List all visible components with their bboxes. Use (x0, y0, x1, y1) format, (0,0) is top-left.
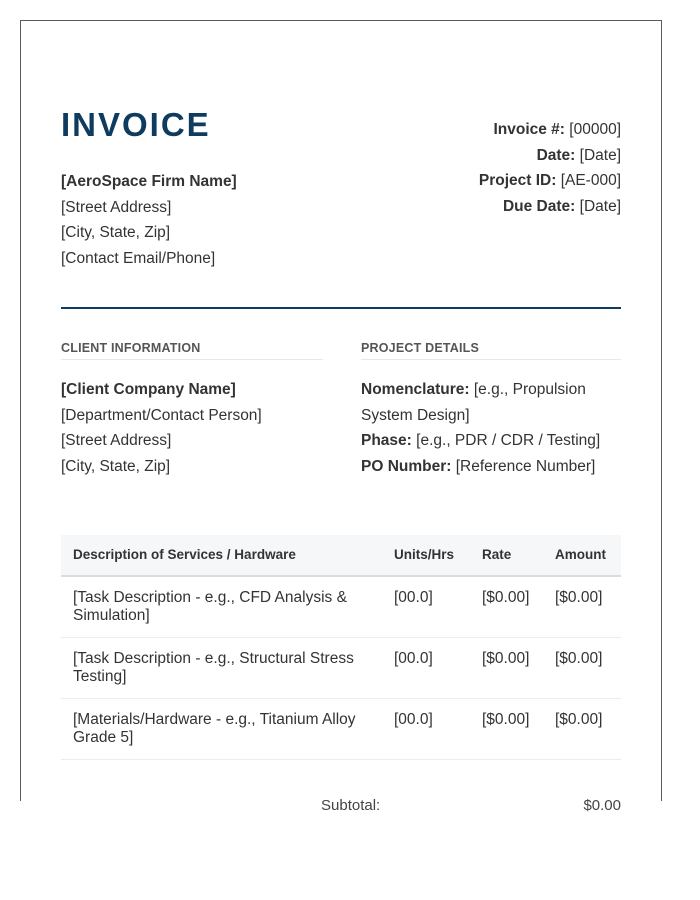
row-amount: [$0.00] (555, 711, 603, 728)
project-phase (361, 428, 621, 454)
nomenclature-value: [e.g., Propulsion System Design] (361, 381, 586, 424)
client-street: [Street Address] (61, 432, 172, 450)
meta-date-value: [Date] (579, 146, 621, 164)
project-section (361, 341, 621, 480)
row-description: [Task Description - e.g., CFD Analysis & Simulation] (73, 589, 347, 624)
row-rate: [$0.00] (482, 650, 530, 667)
client-heading: CLIENT INFORMATION (61, 341, 323, 360)
table-row (61, 577, 621, 638)
row-description: [Materials/Hardware - e.g., Titanium Alloy Grade 5] (73, 711, 356, 746)
meta-invoice-value: [00000] (569, 121, 621, 138)
invoice-title: INVOICE (61, 106, 211, 143)
row-rate: [$0.00] (482, 589, 530, 606)
firm-contact: [Contact Email/Phone] (61, 250, 216, 268)
row-units: [00.0] (394, 650, 433, 667)
po-value: [Reference Number] (455, 458, 596, 476)
po-label: PO Number: (361, 458, 452, 476)
phase-label: Phase: (361, 432, 412, 450)
meta-due-date (479, 194, 621, 220)
row-rate: [$0.00] (482, 711, 530, 728)
header-divider (61, 307, 621, 309)
meta-due-value: [Date] (579, 198, 621, 216)
row-amount: [$0.00] (555, 650, 603, 667)
nomenclature-label: Nomenclature: (361, 381, 470, 398)
table-row (61, 699, 621, 760)
meta-project-id (479, 168, 621, 194)
header-description: Description of Services / Hardware (73, 547, 296, 562)
header-rate: Rate (482, 547, 512, 562)
project-nomenclature (361, 377, 621, 428)
phase-value: [e.g., PDR / CDR / Testing] (416, 432, 601, 450)
meta-invoice-label: Invoice #: (493, 121, 565, 138)
client-body (61, 377, 323, 480)
meta-project-label: Project ID: (478, 172, 557, 190)
client-company: [Client Company Name] (61, 381, 236, 398)
invoice-meta (479, 117, 621, 220)
project-body (361, 377, 621, 480)
firm-street: [Street Address] (61, 198, 172, 216)
header-units: Units/Hrs (394, 547, 455, 562)
meta-date-label: Date: (536, 146, 576, 164)
meta-due-label: Due Date: (502, 198, 576, 216)
line-items-table (61, 535, 621, 760)
project-heading: PROJECT DETAILS (361, 341, 621, 360)
header-amount: Amount (555, 547, 606, 562)
table-header (61, 535, 621, 577)
subtotal-value: $0.00 (583, 797, 621, 814)
row-amount: [$0.00] (555, 589, 603, 606)
client-department: [Department/Contact Person] (61, 406, 262, 424)
client-city: [City, State, Zip] (61, 458, 171, 476)
firm-city: [City, State, Zip] (61, 224, 171, 242)
meta-invoice-number (479, 117, 621, 143)
row-units: [00.0] (394, 711, 433, 728)
firm-block (61, 169, 237, 272)
client-section (61, 341, 323, 480)
table-row (61, 638, 621, 699)
meta-project-value: [AE-000] (560, 172, 621, 190)
meta-date (479, 143, 621, 169)
row-units: [00.0] (394, 589, 433, 606)
subtotal-label: Subtotal: (321, 797, 381, 814)
firm-name: [AeroSpace Firm Name] (61, 173, 237, 190)
row-description: [Task Description - e.g., Structural Stress Testing] (73, 650, 354, 685)
invoice-page (20, 20, 662, 814)
project-po (361, 454, 621, 480)
